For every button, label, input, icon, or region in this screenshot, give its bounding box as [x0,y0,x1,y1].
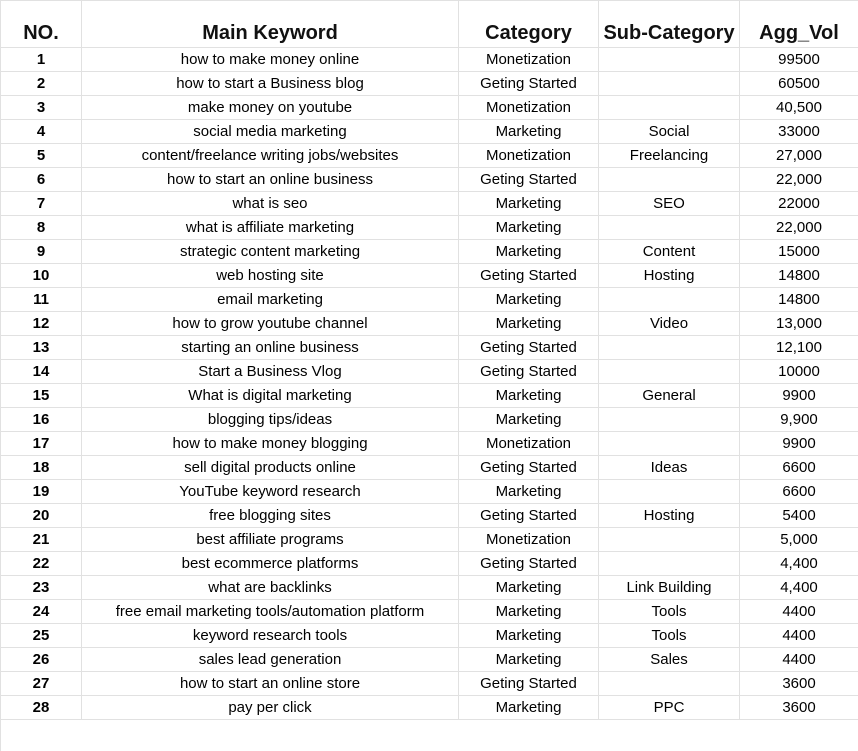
cell-volume[interactable]: 9900 [740,384,858,408]
table-row [1,144,858,168]
cell-category[interactable]: Marketing [459,216,599,240]
cell-volume[interactable]: 3600 [740,696,858,720]
cell-category[interactable]: Geting Started [459,456,599,480]
header-keyword[interactable]: Main Keyword [82,1,459,48]
table-body [1,48,858,720]
cell-subcategory[interactable] [599,48,740,72]
cell-keyword[interactable]: what is seo [82,192,459,216]
cell-no[interactable]: 12 [1,312,82,336]
cell-category[interactable]: Marketing [459,192,599,216]
cell-keyword[interactable]: how to start a Business blog [82,72,459,96]
cell-keyword[interactable]: make money on youtube [82,96,459,120]
table-row [1,648,858,672]
cell-keyword[interactable]: how to start an online store [82,672,459,696]
cell-subcategory[interactable] [599,480,740,504]
cell-keyword[interactable]: web hosting site [82,264,459,288]
cell-subcategory[interactable]: Link Building [599,576,740,600]
cell-category[interactable]: Marketing [459,696,599,720]
cell-subcategory[interactable] [599,552,740,576]
cell-subcategory[interactable]: Video [599,312,740,336]
table-row [1,528,858,552]
cell-category[interactable]: Geting Started [459,168,599,192]
cell-subcategory[interactable] [599,168,740,192]
cell-volume[interactable]: 60500 [740,72,858,96]
table-row [1,192,858,216]
cell-keyword[interactable]: Start a Business Vlog [82,360,459,384]
table-row [1,672,858,696]
cell-no[interactable]: 28 [1,696,82,720]
cell-no[interactable]: 24 [1,600,82,624]
cell-volume[interactable]: 99500 [740,48,858,72]
header-category[interactable]: Category [459,1,599,48]
cell-subcategory[interactable] [599,288,740,312]
cell-volume[interactable]: 4400 [740,624,858,648]
table-row [1,576,858,600]
sheet-top-edge [0,0,858,1]
cell-no[interactable]: 10 [1,264,82,288]
cell-category[interactable]: Marketing [459,648,599,672]
table-row [1,72,858,96]
cell-subcategory[interactable] [599,96,740,120]
cell-subcategory[interactable] [599,408,740,432]
cell-no[interactable]: 1 [1,48,82,72]
cell-category[interactable]: Monetization [459,432,599,456]
cell-no[interactable]: 11 [1,288,82,312]
sheet-left-edge [0,0,1,751]
cell-volume[interactable]: 22000 [740,192,858,216]
cell-keyword[interactable]: best ecommerce platforms [82,552,459,576]
cell-category[interactable]: Monetization [459,144,599,168]
cell-volume[interactable]: 33000 [740,120,858,144]
header-row [1,1,858,48]
cell-category[interactable]: Marketing [459,312,599,336]
table-row [1,552,858,576]
cell-volume[interactable]: 14800 [740,288,858,312]
cell-no[interactable]: 9 [1,240,82,264]
cell-category[interactable]: Marketing [459,240,599,264]
table-row [1,480,858,504]
cell-volume[interactable]: 27,000 [740,144,858,168]
cell-category[interactable]: Marketing [459,408,599,432]
header-volume[interactable]: Agg_Vol [740,1,858,48]
cell-keyword[interactable]: how to start an online business [82,168,459,192]
cell-subcategory[interactable] [599,72,740,96]
cell-keyword[interactable]: how to make money blogging [82,432,459,456]
table-row [1,408,858,432]
cell-subcategory[interactable]: PPC [599,696,740,720]
cell-subcategory[interactable] [599,672,740,696]
cell-volume[interactable]: 22,000 [740,168,858,192]
cell-subcategory[interactable]: Tools [599,624,740,648]
table-row [1,96,858,120]
cell-volume[interactable]: 14800 [740,264,858,288]
table-row [1,264,858,288]
cell-volume[interactable]: 5,000 [740,528,858,552]
cell-keyword[interactable]: free email marketing tools/automation platform [82,600,459,624]
cell-category[interactable]: Marketing [459,120,599,144]
cell-keyword[interactable]: free blogging sites [82,504,459,528]
cell-volume[interactable]: 4,400 [740,576,858,600]
cell-subcategory[interactable] [599,216,740,240]
cell-category[interactable]: Geting Started [459,504,599,528]
header-subcategory[interactable]: Sub-Category [599,1,740,48]
table-row [1,240,858,264]
cell-category[interactable]: Geting Started [459,360,599,384]
cell-volume[interactable]: 22,000 [740,216,858,240]
cell-keyword[interactable]: sell digital products online [82,456,459,480]
cell-subcategory[interactable]: Social [599,120,740,144]
cell-keyword[interactable]: starting an online business [82,336,459,360]
cell-no[interactable]: 27 [1,672,82,696]
cell-subcategory[interactable]: SEO [599,192,740,216]
cell-keyword[interactable]: pay per click [82,696,459,720]
cell-subcategory[interactable]: Content [599,240,740,264]
cell-volume[interactable]: 6600 [740,480,858,504]
cell-subcategory[interactable]: Freelancing [599,144,740,168]
cell-subcategory[interactable]: Ideas [599,456,740,480]
cell-keyword[interactable]: content/freelance writing jobs/websites [82,144,459,168]
cell-keyword[interactable]: strategic content marketing [82,240,459,264]
cell-volume[interactable]: 15000 [740,240,858,264]
cell-category[interactable]: Marketing [459,384,599,408]
cell-no[interactable]: 17 [1,432,82,456]
cell-volume[interactable]: 12,100 [740,336,858,360]
table-row [1,504,858,528]
cell-keyword[interactable]: what is affiliate marketing [82,216,459,240]
table-row [1,384,858,408]
cell-category[interactable]: Geting Started [459,264,599,288]
cell-volume[interactable]: 40,500 [740,96,858,120]
cell-volume[interactable]: 9,900 [740,408,858,432]
cell-subcategory[interactable]: General [599,384,740,408]
cell-no[interactable]: 5 [1,144,82,168]
cell-volume[interactable]: 5400 [740,504,858,528]
table-row [1,168,858,192]
table-row [1,696,858,720]
cell-no[interactable]: 25 [1,624,82,648]
table-row [1,624,858,648]
table-row [1,216,858,240]
table-row [1,48,858,72]
cell-no[interactable]: 3 [1,96,82,120]
cell-volume[interactable]: 10000 [740,360,858,384]
cell-category[interactable]: Geting Started [459,552,599,576]
cell-keyword[interactable]: how to grow youtube channel [82,312,459,336]
cell-subcategory[interactable]: Hosting [599,504,740,528]
cell-no[interactable]: 23 [1,576,82,600]
cell-no[interactable]: 13 [1,336,82,360]
cell-no[interactable]: 26 [1,648,82,672]
cell-no[interactable]: 18 [1,456,82,480]
cell-keyword[interactable]: how to make money online [82,48,459,72]
cell-no[interactable]: 22 [1,552,82,576]
cell-no[interactable]: 6 [1,168,82,192]
cell-volume[interactable]: 9900 [740,432,858,456]
table-row [1,456,858,480]
cell-category[interactable]: Marketing [459,624,599,648]
table-row [1,312,858,336]
cell-category[interactable]: Geting Started [459,672,599,696]
cell-volume[interactable]: 4400 [740,648,858,672]
table-row [1,288,858,312]
cell-keyword[interactable]: email marketing [82,288,459,312]
cell-no[interactable]: 15 [1,384,82,408]
cell-keyword[interactable]: sales lead generation [82,648,459,672]
cell-no[interactable]: 7 [1,192,82,216]
cell-category[interactable]: Monetization [459,528,599,552]
cell-category[interactable]: Geting Started [459,72,599,96]
cell-subcategory[interactable] [599,528,740,552]
cell-category[interactable]: Marketing [459,480,599,504]
cell-category[interactable]: Monetization [459,96,599,120]
cell-no[interactable]: 16 [1,408,82,432]
cell-no[interactable]: 4 [1,120,82,144]
table-row [1,360,858,384]
cell-keyword[interactable]: What is digital marketing [82,384,459,408]
cell-no[interactable]: 2 [1,72,82,96]
cell-keyword[interactable]: YouTube keyword research [82,480,459,504]
cell-category[interactable]: Marketing [459,600,599,624]
cell-volume[interactable]: 4,400 [740,552,858,576]
cell-subcategory[interactable]: Tools [599,600,740,624]
cell-volume[interactable]: 6600 [740,456,858,480]
cell-volume[interactable]: 3600 [740,672,858,696]
cell-volume[interactable]: 13,000 [740,312,858,336]
cell-no[interactable]: 19 [1,480,82,504]
cell-subcategory[interactable] [599,336,740,360]
table-row [1,336,858,360]
table-row [1,432,858,456]
cell-category[interactable]: Geting Started [459,336,599,360]
cell-subcategory[interactable] [599,360,740,384]
cell-keyword[interactable]: social media marketing [82,120,459,144]
cell-category[interactable]: Marketing [459,576,599,600]
cell-subcategory[interactable]: Hosting [599,264,740,288]
cell-keyword[interactable]: best affiliate programs [82,528,459,552]
cell-subcategory[interactable]: Sales [599,648,740,672]
cell-no[interactable]: 14 [1,360,82,384]
cell-keyword[interactable]: keyword research tools [82,624,459,648]
cell-category[interactable]: Monetization [459,48,599,72]
header-no[interactable]: NO. [1,1,82,48]
cell-volume[interactable]: 4400 [740,600,858,624]
cell-category[interactable]: Marketing [459,288,599,312]
cell-no[interactable]: 20 [1,504,82,528]
cell-keyword[interactable]: blogging tips/ideas [82,408,459,432]
cell-subcategory[interactable] [599,432,740,456]
cell-no[interactable]: 8 [1,216,82,240]
table-row [1,120,858,144]
cell-keyword[interactable]: what are backlinks [82,576,459,600]
cell-no[interactable]: 21 [1,528,82,552]
table-row [1,600,858,624]
